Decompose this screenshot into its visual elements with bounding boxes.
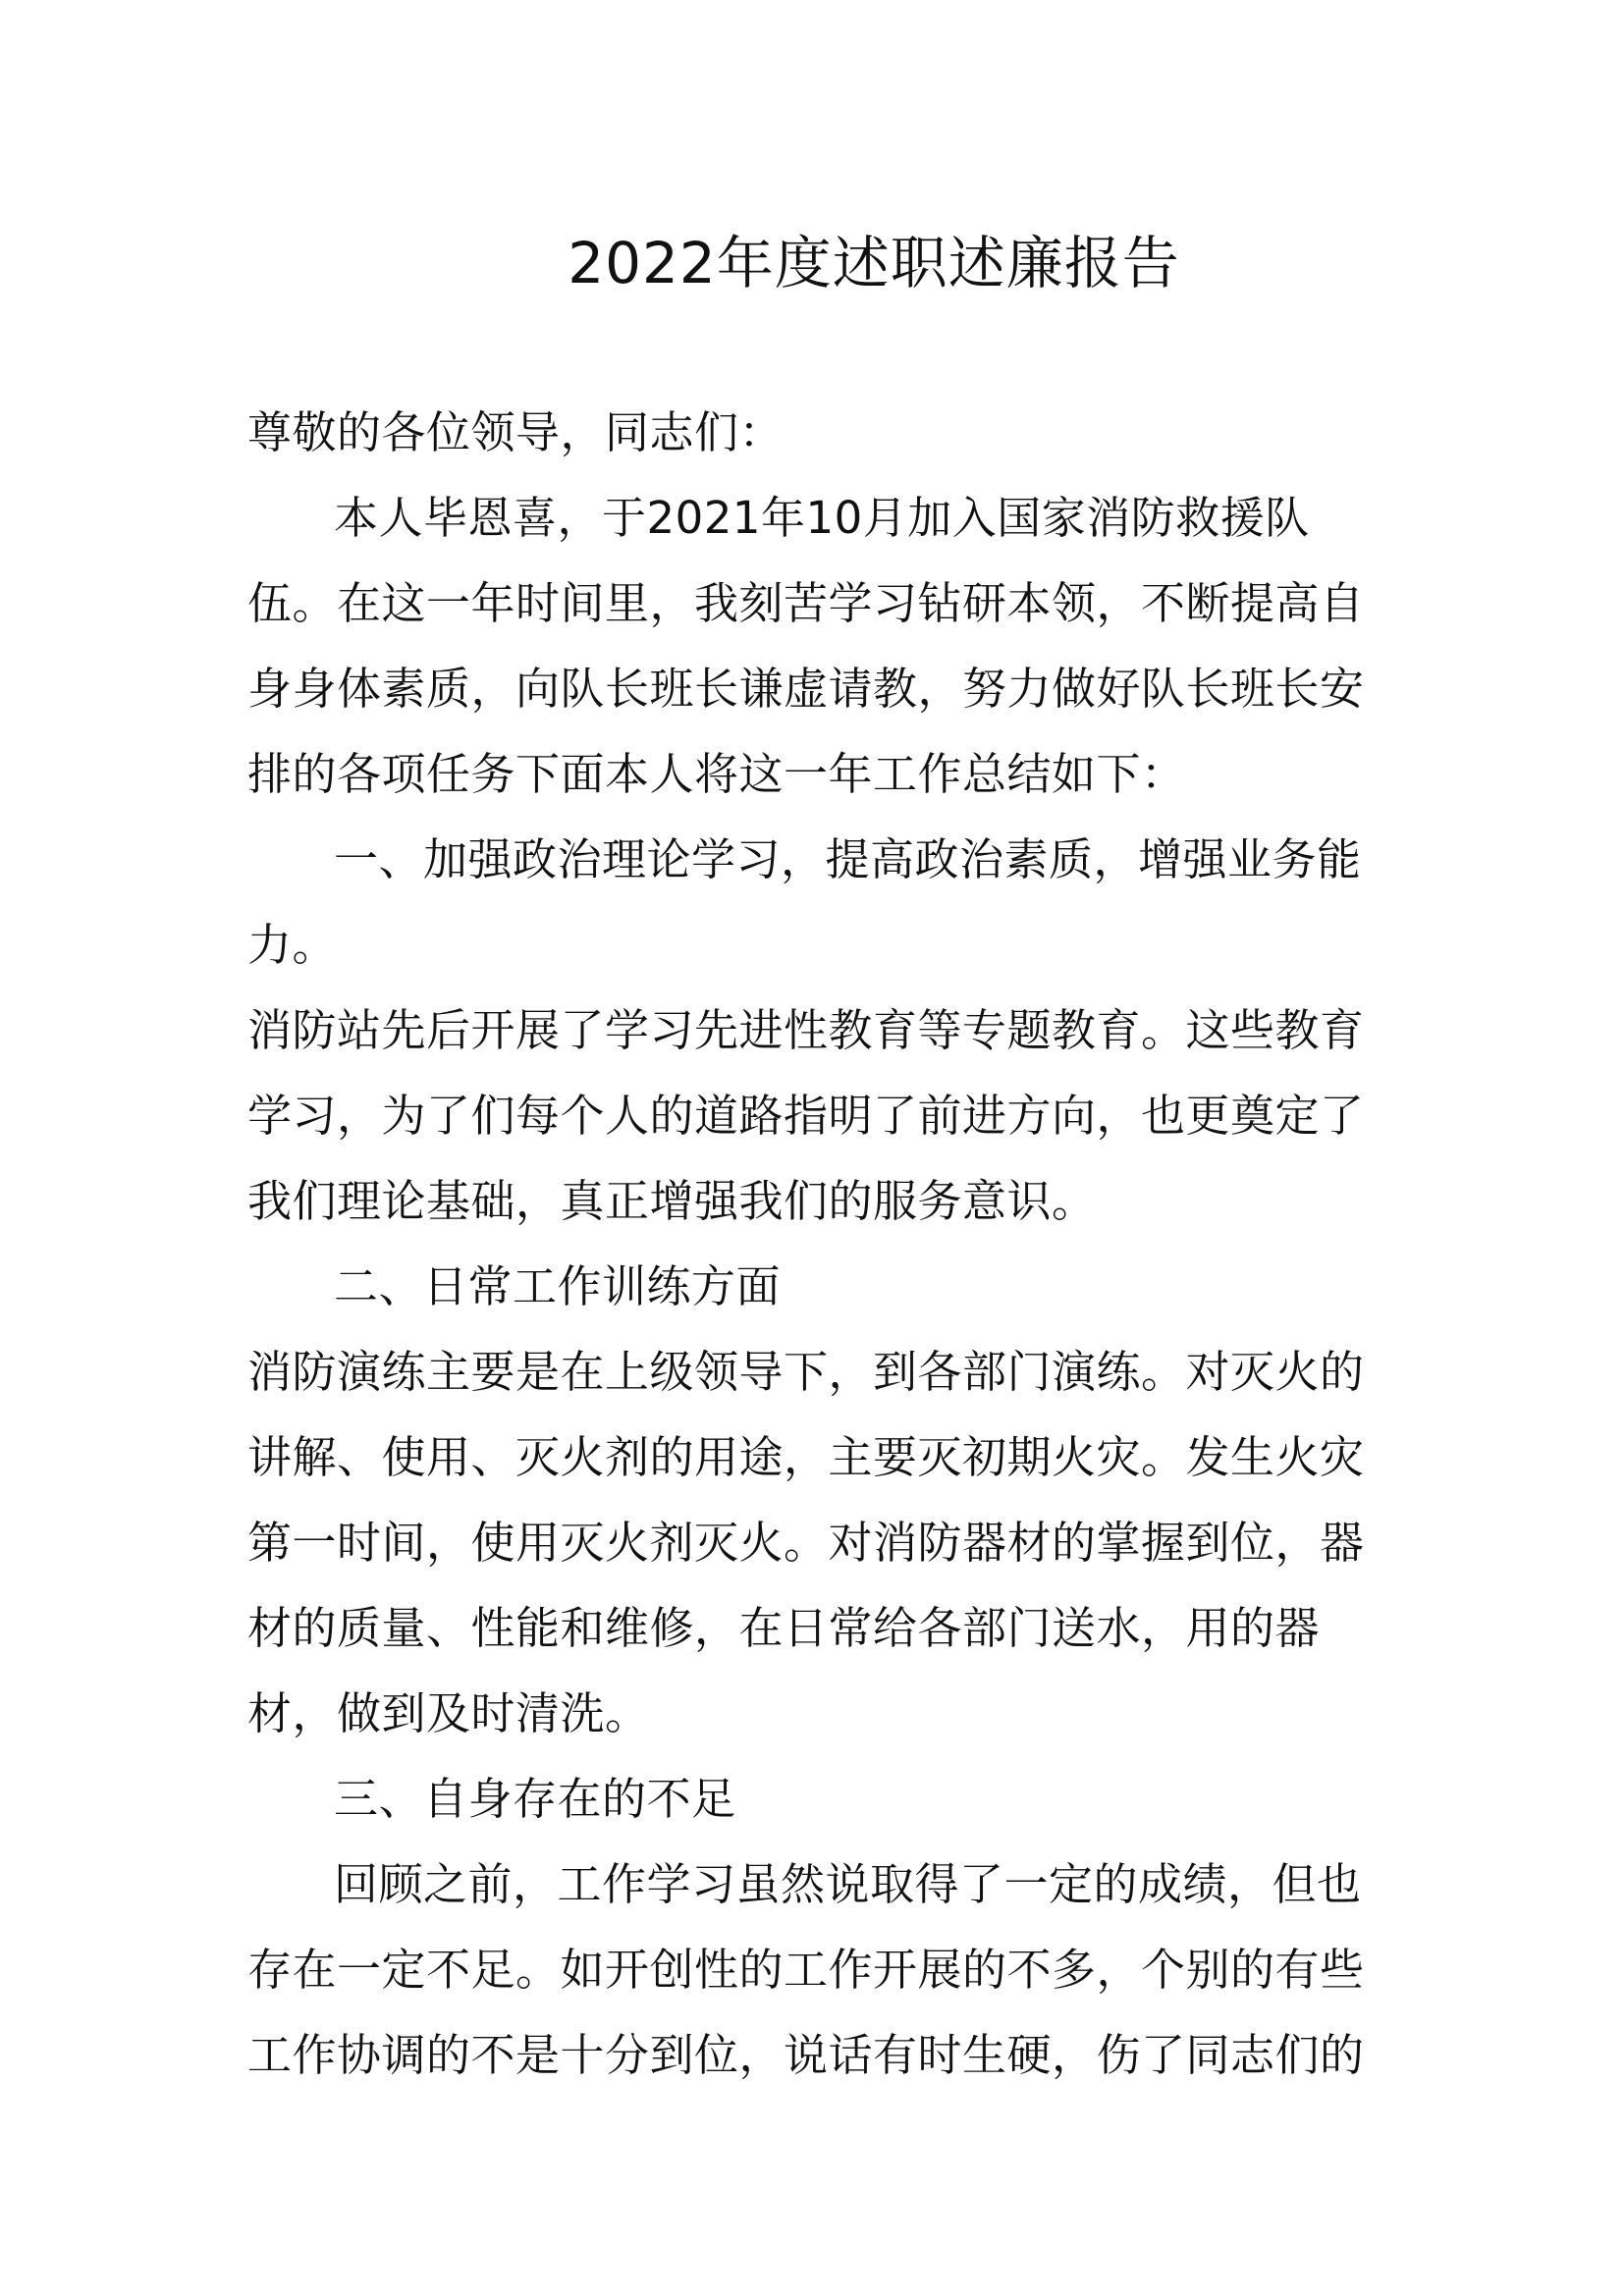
paragraph-line: 我们理论基础，真正增强我们的服务意识。 <box>247 1175 1097 1227</box>
paragraph-line: 消防演练主要是在上级领导下，到各部门演练。对灭火的 <box>247 1346 1365 1398</box>
paragraph-line: 第一时间，使用灭火剂灭火。对消防器材的掌握到位，器 <box>247 1517 1365 1569</box>
paragraph-line: 工作协调的不是十分到位，说话有时生硬，伤了同志们的 <box>247 2029 1365 2081</box>
document-body <box>247 390 1367 2098</box>
paragraph-line: 一、加强政治理论学习，提高政治素质，增强业务能 <box>334 833 1362 885</box>
body-paragraph <box>247 390 1367 475</box>
paragraph-line: 身身体素质，向队长班长谦虚请教，努力做好队长班长安 <box>247 663 1365 715</box>
document-title: 2022年度述职述廉报告 <box>568 230 1180 296</box>
body-paragraph <box>247 475 1367 817</box>
body-paragraph <box>247 988 1367 1244</box>
body-paragraph <box>247 1842 1367 2098</box>
paragraph-line: 消防站先后开展了学习先进性教育等专题教育。这些教育 <box>247 1004 1365 1056</box>
paragraph-line: 排的各项任务下面本人将这一年工作总结如下： <box>247 748 1186 800</box>
paragraph-line: 尊敬的各位领导，同志们： <box>247 406 785 458</box>
paragraph-line: 学习，为了们每个人的道路指明了前进方向，也更奠定了 <box>247 1090 1365 1142</box>
body-paragraph <box>247 817 1367 988</box>
paragraph-line: 本人毕恩喜，于2021年10月加入国家消防救援队 <box>334 492 1310 544</box>
paragraph-line: 材的质量、性能和维修，在日常给各部门送水，用的器 <box>247 1602 1321 1654</box>
paragraph-line: 三、自身存在的不足 <box>334 1773 736 1825</box>
body-paragraph <box>247 1329 1367 1756</box>
body-paragraph <box>247 1756 1367 1842</box>
paragraph-line: 力。 <box>247 919 338 971</box>
paragraph-line: 材，做到及时清洗。 <box>247 1687 650 1739</box>
paragraph-line: 讲解、使用、灭火剂的用途，主要灭初期火灾。发生火灾 <box>247 1431 1365 1483</box>
paragraph-line: 回顾之前，工作学习虽然说取得了一定的成绩，但也 <box>334 1858 1362 1910</box>
paragraph-line: 存在一定不足。如开创性的工作开展的不多，个别的有些 <box>247 1944 1365 1996</box>
paragraph-line: 伍。在这一年时间里，我刻苦学习钻研本领，不断提高自 <box>247 577 1365 629</box>
paragraph-line: 二、日常工作训练方面 <box>334 1260 782 1312</box>
body-paragraph <box>247 1244 1367 1329</box>
